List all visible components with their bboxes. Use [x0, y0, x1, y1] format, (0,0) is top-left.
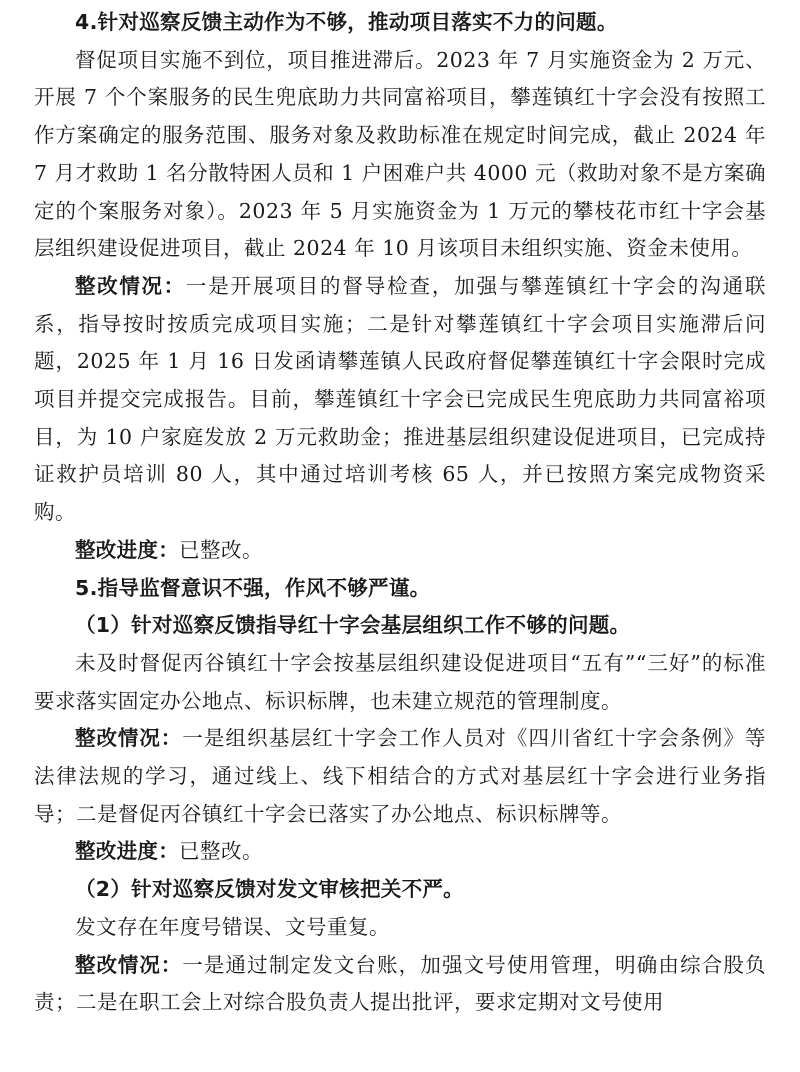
section-5-heading: 5.指导监督意识不强，作风不够严谨。 — [75, 575, 431, 600]
progress-label: 整改进度： — [75, 839, 179, 864]
subsection-2-issue: 发文存在年度号错误、文号重复。 — [75, 914, 390, 939]
subsection-1-heading: （1）针对巡察反馈指导红十字会基层组织工作不够的问题。 — [75, 613, 631, 638]
subsection-2-rectification — [34, 947, 766, 1022]
rectification-label: 整改情况： — [75, 273, 186, 298]
section-4-issue: 督促项目实施不到位，项目推进滞后。2023 年 7 月实施资金为 2 万元、开展 7 个个案服务的民生兜底助力共同富裕项目，攀莲镇红十字会没有按照工作方案确定的服务范围、服务对象及救助标准在规定时间完成，截止 2024 年 7 月才救助 1 名分散特困人员和 1 户困难户共 4000 元（救助对象不是方案确定的个案服务对象）。2023 年 5 月实施资金为 1 万元的攀枝花市红十字会基层组织建设促进项目，截止 2024 年 10 月该项目未组织实施、资金未使用。 — [34, 47, 766, 261]
rectification-label: 整改情况： — [75, 726, 183, 751]
subsection-1-rectification — [34, 720, 766, 833]
progress-label: 整改进度： — [75, 537, 179, 562]
rectification-text: 一是组织基层红十字会工作人员对《四川省红十字会条例》等法律法规的学习，通过线上、线下相结合的方式对基层红十字会进行业务指导；二是督促丙谷镇红十字会已落实了办公地点、标识标牌等。 — [34, 726, 767, 826]
subsection-1-progress — [34, 833, 766, 871]
rectification-text: 一是开展项目的督导检查，加强与攀莲镇红十字会的沟通联系，指导按时按质完成项目实施；二是针对攀莲镇红十字会项目实施滞后问题，2025 年 1 月 16 日发函请攀莲镇人民政府督促攀莲镇红十字会限时完成项目并提交完成报告。目前，攀莲镇红十字会已完成民生兜底助力共同富裕项目，为 10 户家庭发放 2 万元救助金；推进基层组织建设促进项目，已完成持证救护员培训 80 人，其中通过培训考核 65 人，并已按照方案完成物资采购。 — [34, 273, 767, 525]
subsection-1-issue: 未及时督促丙谷镇红十字会按基层组织建设促进项目“五有”“三好”的标准要求落实固定办公地点、标识标牌，也未建立规范的管理制度。 — [34, 650, 766, 713]
section-4-rectification — [34, 268, 766, 532]
section-4-heading: 4.针对巡察反馈主动作为不够，推动项目落实不力的问题。 — [75, 10, 618, 34]
subsection-2-heading: （2）针对巡察反馈对发文审核把关不严。 — [75, 877, 464, 902]
progress-text: 已整改。 — [179, 839, 263, 864]
progress-text: 已整改。 — [179, 537, 263, 562]
rectification-text: 一是通过制定发文台账，加强文号使用管理，明确由综合股负责；二是在职工会上对综合股负责人提出批评，要求定期对文号使用 — [34, 952, 767, 1015]
section-4-progress — [34, 532, 766, 570]
rectification-label: 整改情况： — [75, 952, 183, 977]
